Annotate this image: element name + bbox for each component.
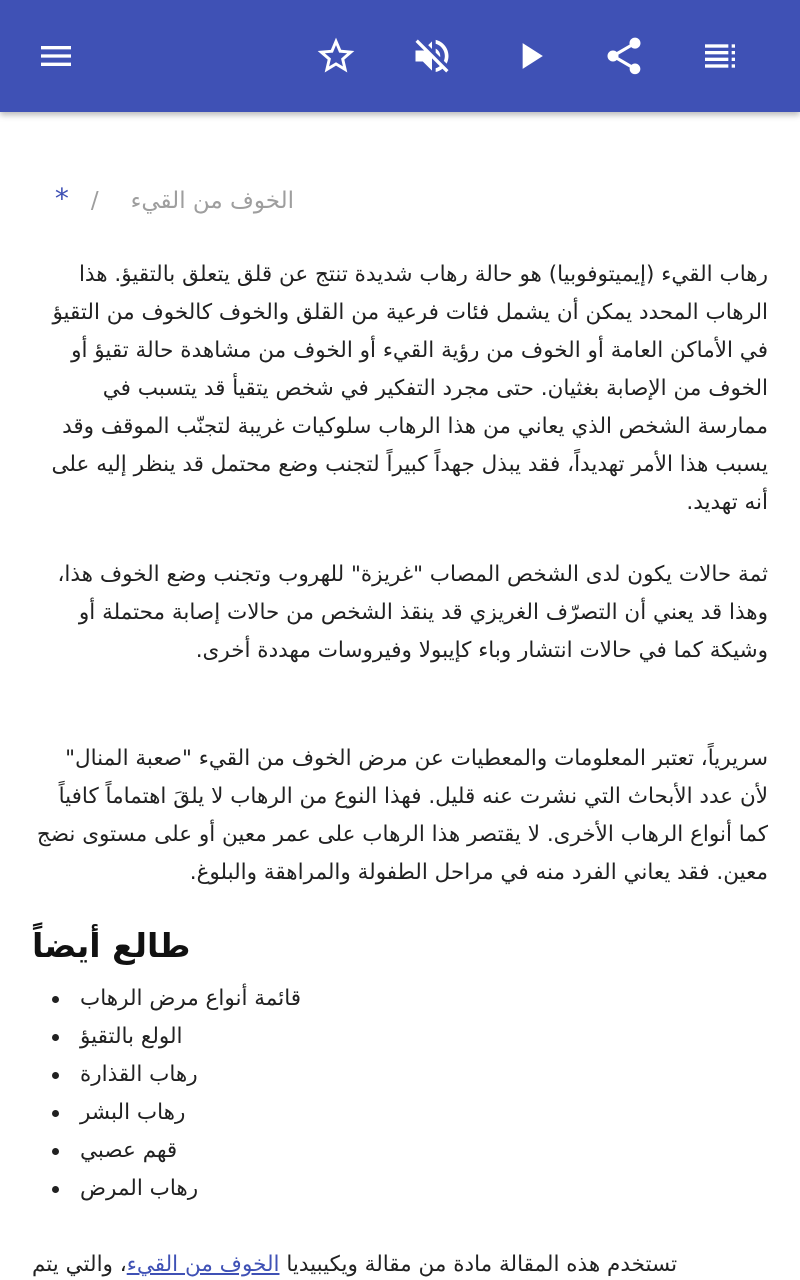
list-item[interactable] [32, 980, 768, 1018]
menu-icon [36, 36, 76, 76]
article-paragraph: ثمة حالات يكون لدى الشخص المصاب "غريزة" للهروب وتجنب وضع الخوف هذا، وهذا قد يعني أن التصرّف الغريزي قد ينقذ الشخص من حالات إصابة محتملة أو وشيكة كما في حالات انتشار وباء كإيبولا وفيروسات مهددة أخرى. [57, 562, 768, 663]
breadcrumb-current: الخوف من القيء [130, 188, 294, 214]
contents-button[interactable] [692, 28, 748, 84]
list-item[interactable] [32, 1018, 768, 1056]
article-content[interactable] [0, 112, 800, 1280]
source-article-link[interactable]: الخوف من القيء [126, 1252, 280, 1277]
volume-off-icon [410, 34, 454, 78]
attribution-suffix: ، والتي يتم [32, 1252, 127, 1277]
bullet-icon [52, 1072, 59, 1079]
article-paragraph: رهاب القيء (إيميتوفوبيا) هو حالة رهاب شديدة تنتج عن قلق يتعلق بالتقيؤ. هذا الرهاب المحدد يمكن أن يشمل فئات فرعية من القلق والخوف كالخوف من التقيؤ في الأماكن العامة أو الخوف من رؤية القيء أو الخوف من مشاهدة حالة تقيؤ أو الخوف من الإصابة بغثيان. حتى مجرد التفكير في شخص يتقيأ قد يتسبب في ممارسة الشخص الذي يعاني من هذا الرهاب سلوكيات غريبة لتجنّب الموقف وقد يسبب هذا الأمر تهديداً، فقد يبذل جهداً كبيراً لتجنب وضع محتمل قد ينظر إليه على أنه تهديد. [51, 262, 768, 515]
list-item[interactable] [32, 1170, 768, 1208]
list-item[interactable] [32, 1132, 768, 1170]
list-item[interactable] [32, 1094, 768, 1132]
play-icon [508, 34, 552, 78]
see-also-heading: طالع أيضاً [32, 926, 191, 965]
list-item-label: الولع بالتقيؤ [80, 1024, 183, 1049]
playlist-icon [700, 36, 740, 76]
attribution-prefix: تستخدم هذه المقالة مادة من مقالة ويكيبيديا [279, 1252, 678, 1277]
breadcrumb-home-link[interactable]: * [54, 182, 69, 215]
favorite-button[interactable] [308, 28, 364, 84]
star-icon [314, 34, 358, 78]
bullet-icon [52, 996, 59, 1003]
play-button[interactable] [502, 28, 558, 84]
list-item-label: رهاب البشر [80, 1100, 186, 1125]
share-button[interactable] [596, 28, 652, 84]
bullet-icon [52, 1034, 59, 1041]
list-item-label: قائمة أنواع مرض الرهاب [80, 986, 302, 1011]
article-paragraph: سريرياً، تعتبر المعلومات والمعطيات عن مرض الخوف من القيء "صعبة المنال" لأن عدد الأبحاث التي نشرت عنه قليل. فهذا النوع من الرهاب لا يلقَ اهتماماً كافياً كما أنواع الرهاب الأخرى. لا يقتصر هذا الرهاب على عمر معين أو على مستوى نضج معين. فقد يعاني الفرد منه في مراحل الطفولة والمراهقة والبلوغ. [36, 746, 768, 885]
list-item-label: رهاب القذارة [80, 1062, 198, 1087]
attribution-note [32, 1246, 768, 1280]
mute-button[interactable] [404, 28, 460, 84]
see-also-list [32, 980, 768, 1208]
app-toolbar [0, 0, 800, 112]
list-item-label: قهم عصبي [80, 1138, 178, 1163]
bullet-icon [52, 1110, 59, 1117]
bullet-icon [52, 1148, 59, 1155]
list-item[interactable] [32, 1056, 768, 1094]
breadcrumb [55, 182, 294, 215]
list-item-label: رهاب المرض [80, 1176, 199, 1201]
share-icon [602, 34, 646, 78]
breadcrumb-separator: / [90, 188, 99, 214]
bullet-icon [52, 1186, 59, 1193]
menu-button[interactable] [28, 28, 84, 84]
